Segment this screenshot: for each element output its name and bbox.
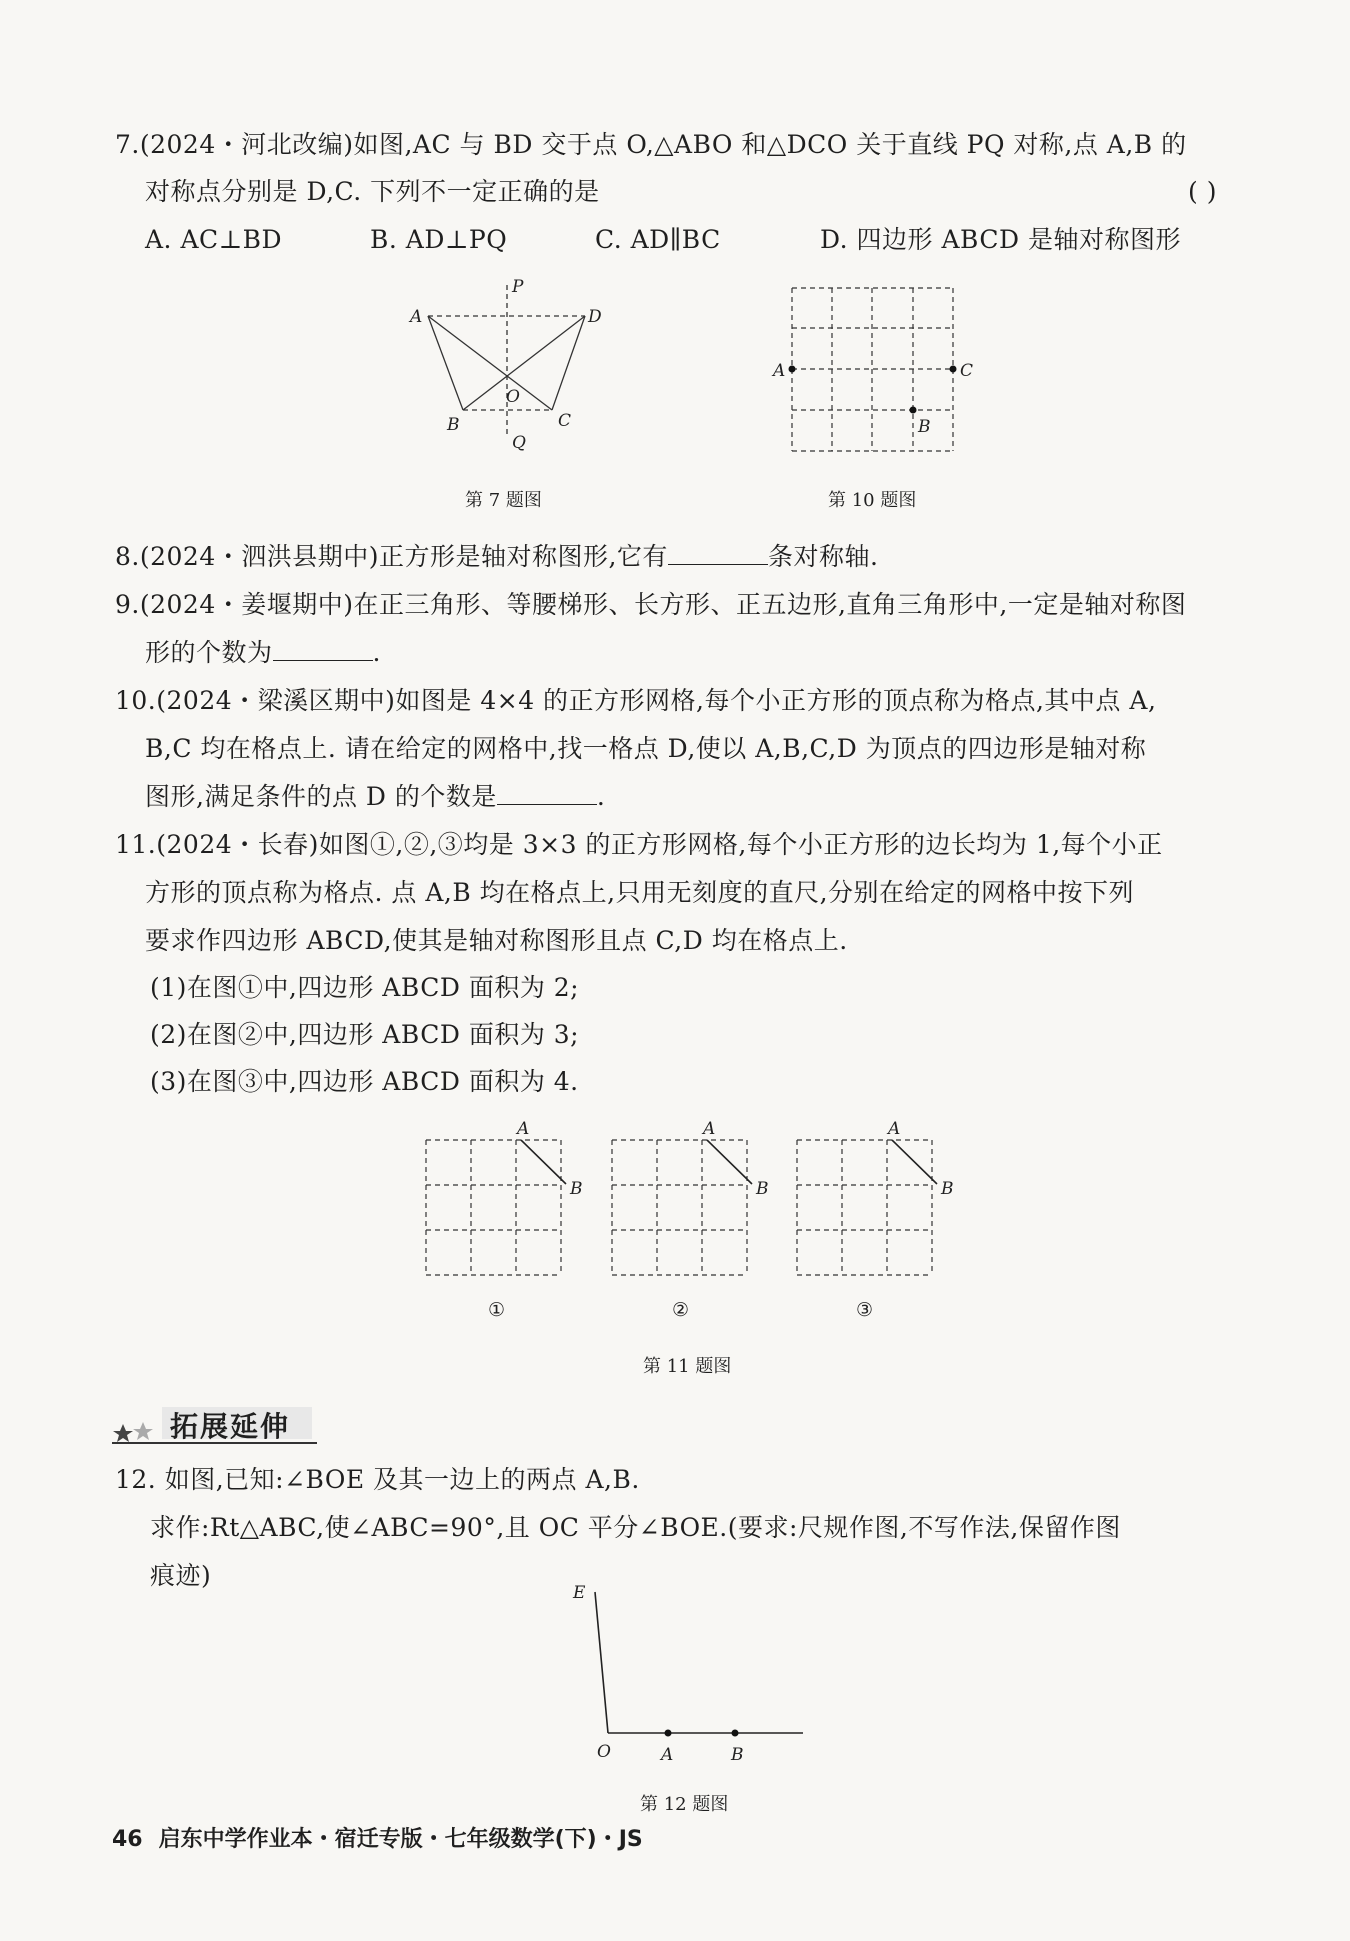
q9-text-before: 形的个数为: [145, 638, 273, 667]
q12-label-a: A: [661, 1745, 674, 1765]
q9-text-after: .: [372, 638, 381, 667]
q9-line1: 9.(2024・姜堰期中)在正三角形、等腰梯形、长方形、正五边形,直角三角形中,一定是轴对称图: [115, 590, 1187, 619]
q11-grid1-number: ①: [488, 1299, 506, 1321]
q11-figure: [400, 1110, 980, 1325]
q11-grid3-label-a: A: [888, 1119, 901, 1139]
q12-figure: [560, 1575, 810, 1765]
q7-option-c: C. AD∥BC: [595, 225, 721, 254]
q12-line2: 求作:Rt△ABC,使∠ABC=90°,且 OC 平分∠BOE.(要求:尺规作图,不写作法,保留作图: [150, 1513, 1121, 1542]
q10-line3: [145, 780, 605, 814]
q8-answer-blank[interactable]: [668, 542, 768, 565]
q7-label-b: B: [447, 415, 460, 435]
book-title: 启东中学作业本・宿迁专版・七年级数学(下)・JS: [158, 1827, 643, 1852]
q8-line: [115, 540, 878, 574]
q7-answer-paren: ( ): [1188, 177, 1217, 206]
q12-caption: 第 12 题图: [640, 1794, 729, 1815]
q10-label-c: C: [960, 361, 974, 381]
q11-grid3-number: ③: [856, 1299, 874, 1321]
q7-option-b: B. AD⊥PQ: [370, 225, 508, 254]
q7-label-c: C: [558, 411, 572, 431]
q11-sub2: (2)在图②中,四边形 ABCD 面积为 3;: [150, 1020, 580, 1049]
section-title: 拓展延伸: [170, 1410, 291, 1443]
q10-caption: 第 10 题图: [828, 490, 917, 511]
q7-label-p: P: [512, 277, 524, 297]
page-footer: [112, 1822, 643, 1853]
q9-line2: [145, 636, 381, 670]
q11-grid1-label-b: B: [570, 1179, 583, 1199]
q12-label-o: O: [597, 1742, 611, 1762]
q9-answer-blank[interactable]: [273, 638, 373, 661]
q10-text-before: 图形,满足条件的点 D 的个数是: [145, 782, 497, 811]
q11-grid2-label-a: A: [703, 1119, 716, 1139]
q11-sub1: (1)在图①中,四边形 ABCD 面积为 2;: [150, 973, 580, 1002]
q11-line2: 方形的顶点称为格点. 点 A,B 均在格点上,只用无刻度的直尺,分别在给定的网格中按下列: [145, 878, 1135, 907]
page-number: 46: [112, 1827, 143, 1852]
q10-line1: 10.(2024・梁溪区期中)如图是 4×4 的正方形网格,每个小正方形的顶点称为格点,其中点 A,: [115, 686, 1157, 715]
q11-grid2-number: ②: [672, 1299, 690, 1321]
q11-grid2-label-b: B: [756, 1179, 769, 1199]
q10-label-b: B: [918, 417, 931, 437]
q11-grid1-label-a: A: [517, 1119, 530, 1139]
q11-caption: 第 11 题图: [643, 1356, 732, 1377]
q12-label-b: B: [731, 1745, 744, 1765]
q11-sub3: (3)在图③中,四边形 ABCD 面积为 4.: [150, 1067, 579, 1096]
q7-figure: [400, 270, 630, 460]
q10-figure: [770, 280, 990, 460]
q12-label-e: E: [573, 1583, 586, 1603]
q7-label-q: Q: [512, 433, 526, 453]
q7-option-a: A. AC⊥BD: [145, 225, 283, 254]
q7-label-o: O: [506, 387, 520, 407]
q10-answer-blank[interactable]: [497, 782, 597, 805]
q7-line1: 7.(2024・河北改编)如图,AC 与 BD 交于点 O,△ABO 和△DCO 关于直线 PQ 对称,点 A,B 的: [115, 130, 1187, 159]
q10-line2: B,C 均在格点上. 请在给定的网格中,找一格点 D,使以 A,B,C,D 为顶点的四边形是轴对称: [145, 734, 1147, 763]
q11-line3: 要求作四边形 ABCD,使其是轴对称图形且点 C,D 均在格点上.: [145, 926, 848, 955]
q7-label-d: D: [588, 307, 602, 327]
q7-label-a: A: [410, 307, 423, 327]
q8-text-before: 8.(2024・泗洪县期中)正方形是轴对称图形,它有: [115, 542, 668, 571]
q7-option-d: D. 四边形 ABCD 是轴对称图形: [820, 225, 1182, 254]
q12-line3: 痕迹): [150, 1561, 212, 1590]
q10-label-a: A: [773, 361, 786, 381]
q11-grid3-label-b: B: [941, 1179, 954, 1199]
q7-line2: 对称点分别是 D,C. 下列不一定正确的是: [145, 177, 600, 206]
q12-line1: 12. 如图,已知:∠BOE 及其一边上的两点 A,B.: [115, 1465, 640, 1494]
q10-text-after: .: [596, 782, 606, 811]
q11-line1: 11.(2024・长春)如图①,②,③均是 3×3 的正方形网格,每个小正方形的边长均为 1,每个小正: [115, 830, 1163, 859]
q8-text-after: 条对称轴.: [767, 542, 879, 571]
q7-caption: 第 7 题图: [465, 490, 542, 511]
